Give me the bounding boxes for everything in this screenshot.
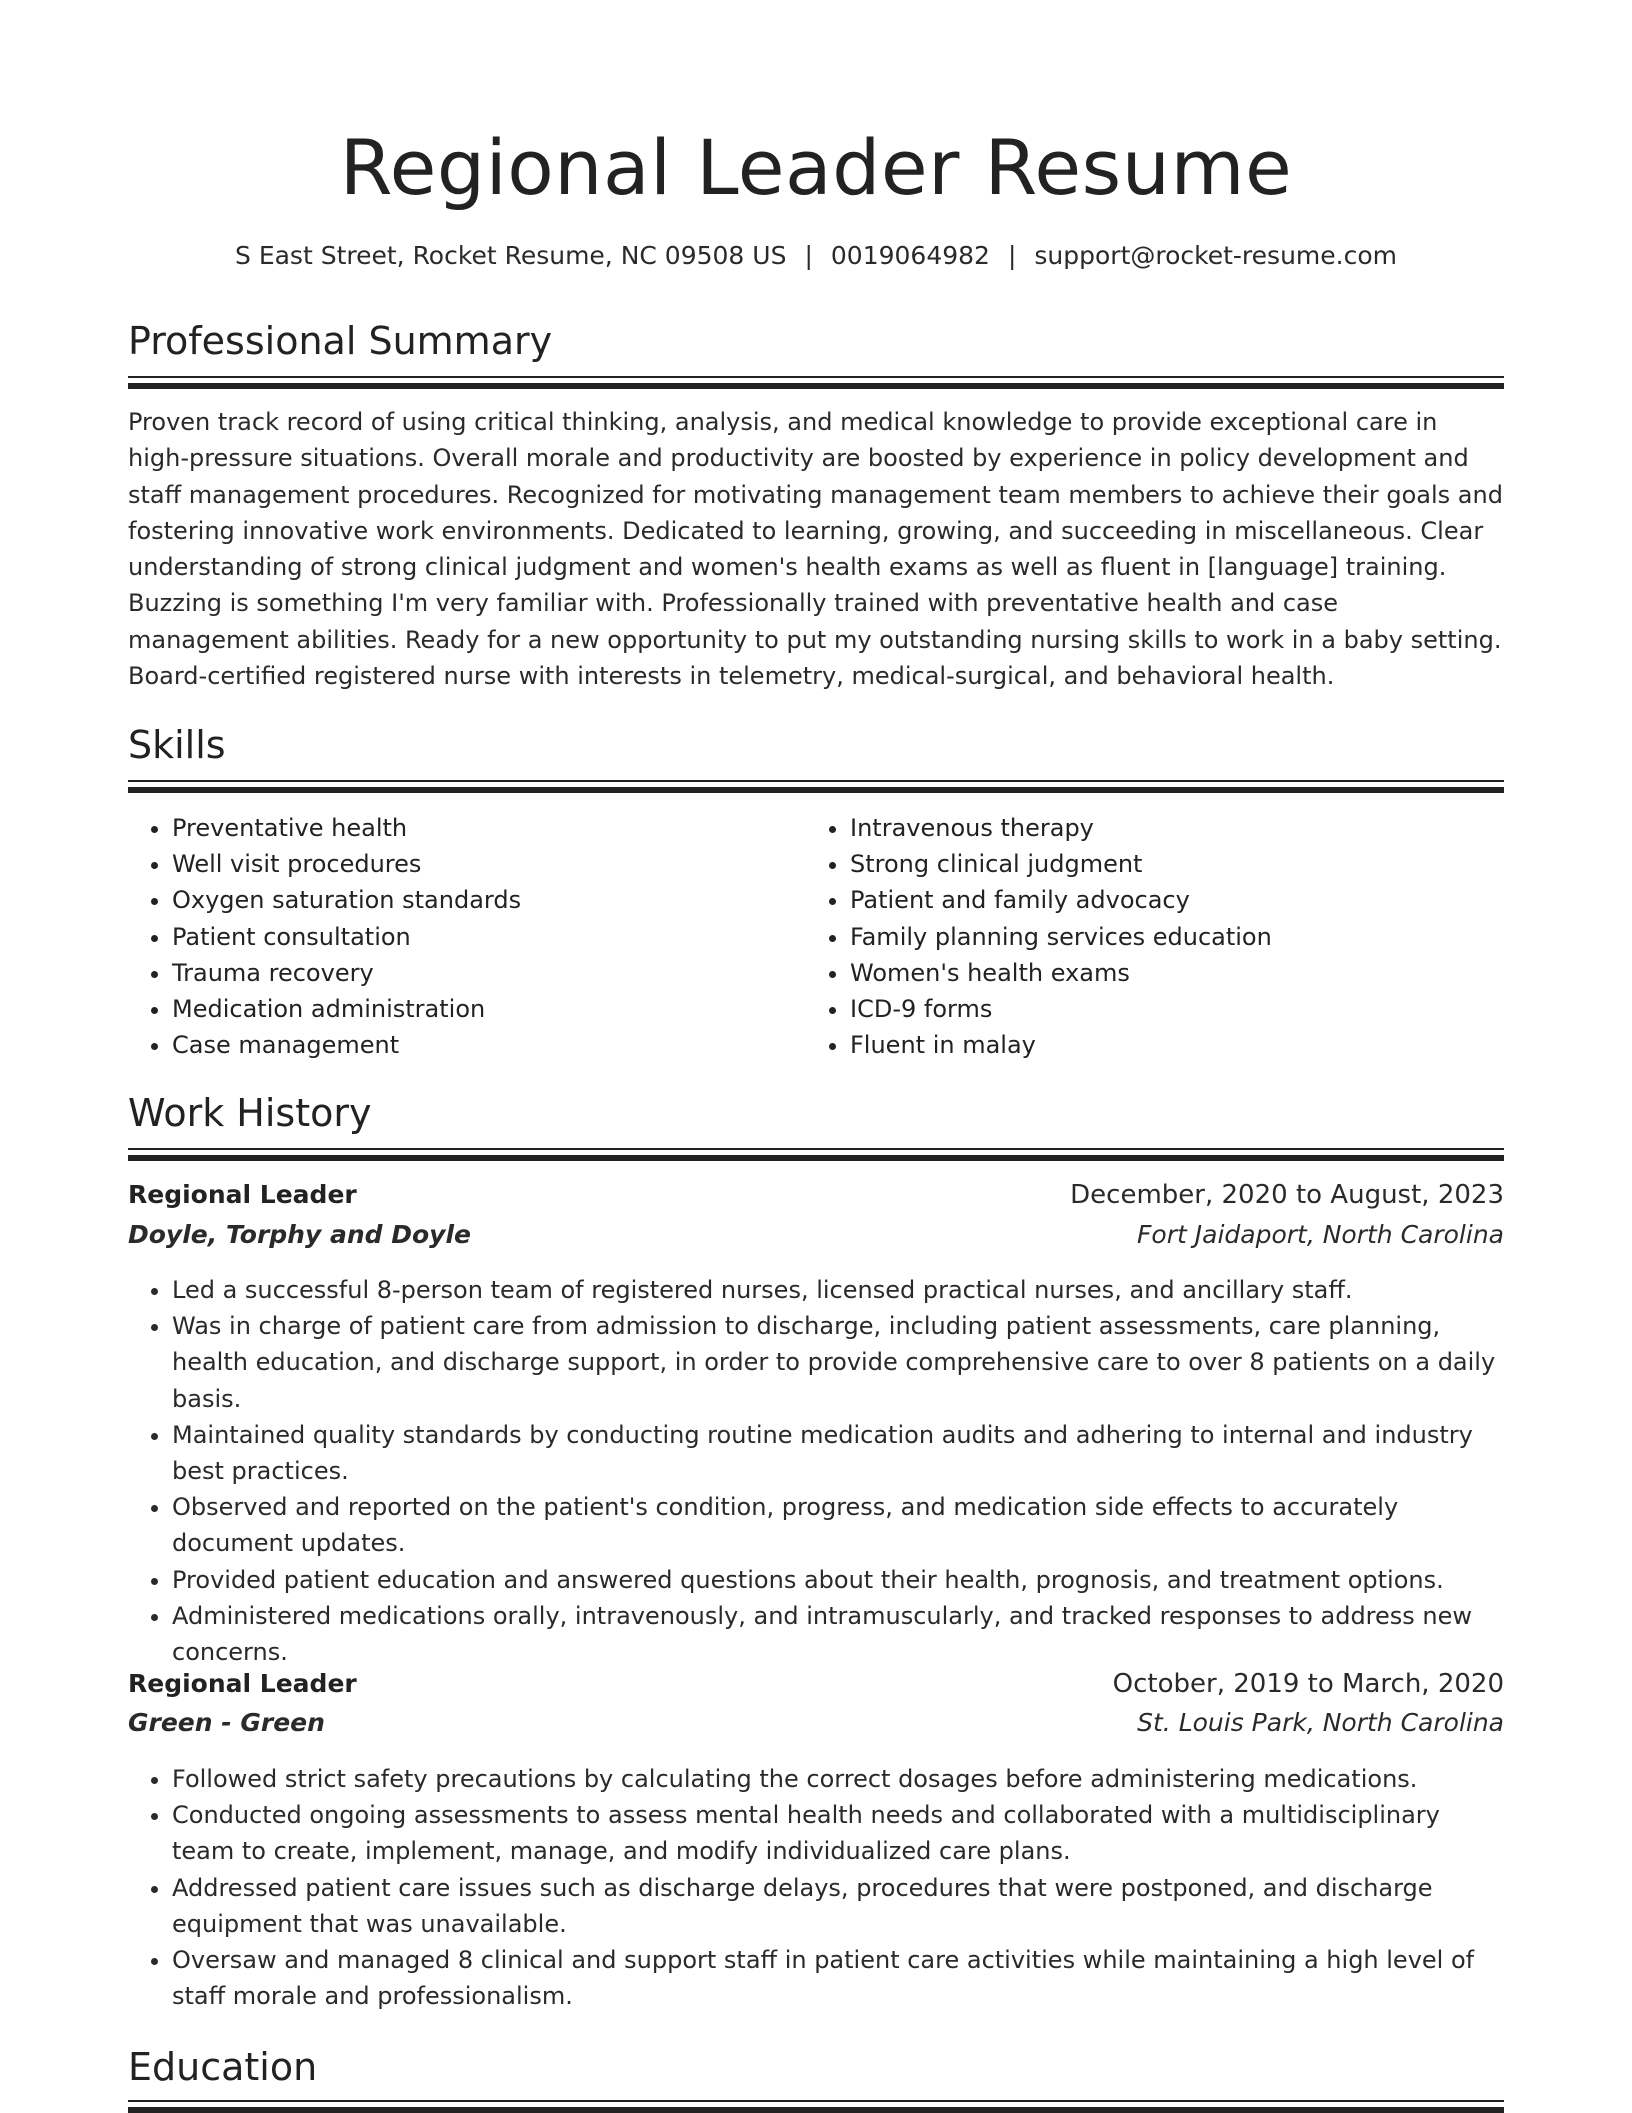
skill-item: • Family planning services education	[850, 919, 1484, 955]
job-bullet: • Provided patient education and answered questions about their health, prognosis, and treatment options.	[172, 1562, 1504, 1598]
contact-separator: |	[804, 241, 813, 270]
skill-item: • Patient consultation	[172, 919, 806, 955]
section-divider	[128, 376, 1504, 389]
section-title-summary: Professional Summary	[128, 319, 553, 363]
skill-item: • Well visit procedures	[172, 846, 806, 882]
skill-item: • Fluent in malay	[850, 1027, 1484, 1063]
contact-email: support@rocket-resume.com	[1034, 241, 1397, 270]
job-bullet: • Observed and reported on the patient's condition, progress, and medication side effects to accurately document updates.	[172, 1489, 1504, 1561]
job-bullet: • Oversaw and managed 8 clinical and support staff in patient care activities while maintaining a high level of staff morale and professionalism.	[172, 1942, 1504, 2014]
job-bullet: • Was in charge of patient care from admission to discharge, including patient assessments, care planning, health education, and discharge support, in order to provide comprehensive care to over 8 patients on a daily basis.	[172, 1308, 1504, 1417]
contact-phone: 0019064982	[830, 241, 990, 270]
contact-line	[128, 238, 1504, 274]
job-location: St. Louis Park, North Carolina	[1137, 1708, 1504, 1737]
job-dates: October, 2019 to March, 2020	[1112, 1669, 1504, 1699]
skill-item: • Case management	[172, 1027, 806, 1063]
job-dates: December, 2020 to August, 2023	[1070, 1180, 1504, 1210]
section-divider	[128, 1148, 1504, 1161]
skills-list	[128, 810, 1504, 1063]
job-title: Regional Leader	[128, 1180, 357, 1209]
skill-item: • Strong clinical judgment	[850, 846, 1484, 882]
skill-item: • Oxygen saturation standards	[172, 882, 806, 918]
job-location: Fort Jaidaport, North Carolina	[1137, 1220, 1504, 1249]
job-subheader	[128, 1708, 1504, 1737]
job-header	[128, 1180, 1504, 1210]
job-bullet: • Administered medications orally, intravenously, and intramuscularly, and tracked responses to address new concerns.	[172, 1598, 1504, 1670]
job-header	[128, 1669, 1504, 1699]
job-bullet: • Conducted ongoing assessments to assess mental health needs and collaborated with a multidisciplinary team to create, implement, manage, and modify individualized care plans.	[172, 1797, 1504, 1869]
contact-address: S East Street, Rocket Resume, NC 09508 US	[235, 241, 787, 270]
skills-column-left	[128, 810, 806, 1063]
job-company: Doyle, Torphy and Doyle	[128, 1220, 471, 1249]
section-divider	[128, 780, 1504, 793]
job-bullets	[128, 1272, 1504, 1670]
section-title-education: Education	[128, 2045, 318, 2089]
job-bullet: • Addressed patient care issues such as discharge delays, procedures that were postponed, and discharge equipment that was unavailable.	[172, 1870, 1504, 1942]
job-bullet: • Followed strict safety precautions by calculating the correct dosages before administering medications.	[172, 1761, 1504, 1797]
skill-item: • Patient and family advocacy	[850, 882, 1484, 918]
job-bullet: • Led a successful 8-person team of registered nurses, licensed practical nurses, and ancillary staff.	[172, 1272, 1504, 1308]
section-divider	[128, 2100, 1504, 2113]
skills-column-right	[806, 810, 1484, 1063]
section-title-work-history: Work History	[128, 1091, 372, 1135]
skill-item: • Trauma recovery	[172, 955, 806, 991]
job-title: Regional Leader	[128, 1669, 357, 1698]
job-bullet: • Maintained quality standards by conducting routine medication audits and adhering to internal and industry best practices.	[172, 1417, 1504, 1489]
skill-item: • Intravenous therapy	[850, 810, 1484, 846]
job-bullets	[128, 1761, 1504, 2014]
resume-title: Regional Leader Resume	[339, 123, 1293, 212]
job-subheader	[128, 1220, 1504, 1249]
skill-item: • Preventative health	[172, 810, 806, 846]
skill-item: • Medication administration	[172, 991, 806, 1027]
summary-text: Proven track record of using critical thinking, analysis, and medical knowledge to provide exceptional care in high-pressure situations. Overall morale and productivity are boosted by experience in policy development and staff management procedures. Recognized for motivating management team members to achieve their goals and fostering innovative work environments. Dedicated to learning, growing, and succeeding in miscellaneous. Clear understanding of strong clinical judgment and women's health exams as well as fluent in [language] training. Buzzing is something I'm very familiar with. Professionally trained with preventative health and case management abilities. Ready for a new opportunity to put my outstanding nursing skills to work in a baby setting. Board-certified registered nurse with interests in telemetry, medical-surgical, and behavioral health.	[128, 408, 1503, 691]
skill-item: • Women's health exams	[850, 955, 1484, 991]
section-title-skills: Skills	[128, 723, 226, 767]
contact-separator: |	[1007, 241, 1017, 270]
skill-item: • ICD-9 forms	[850, 991, 1484, 1027]
job-company: Green - Green	[128, 1708, 325, 1737]
